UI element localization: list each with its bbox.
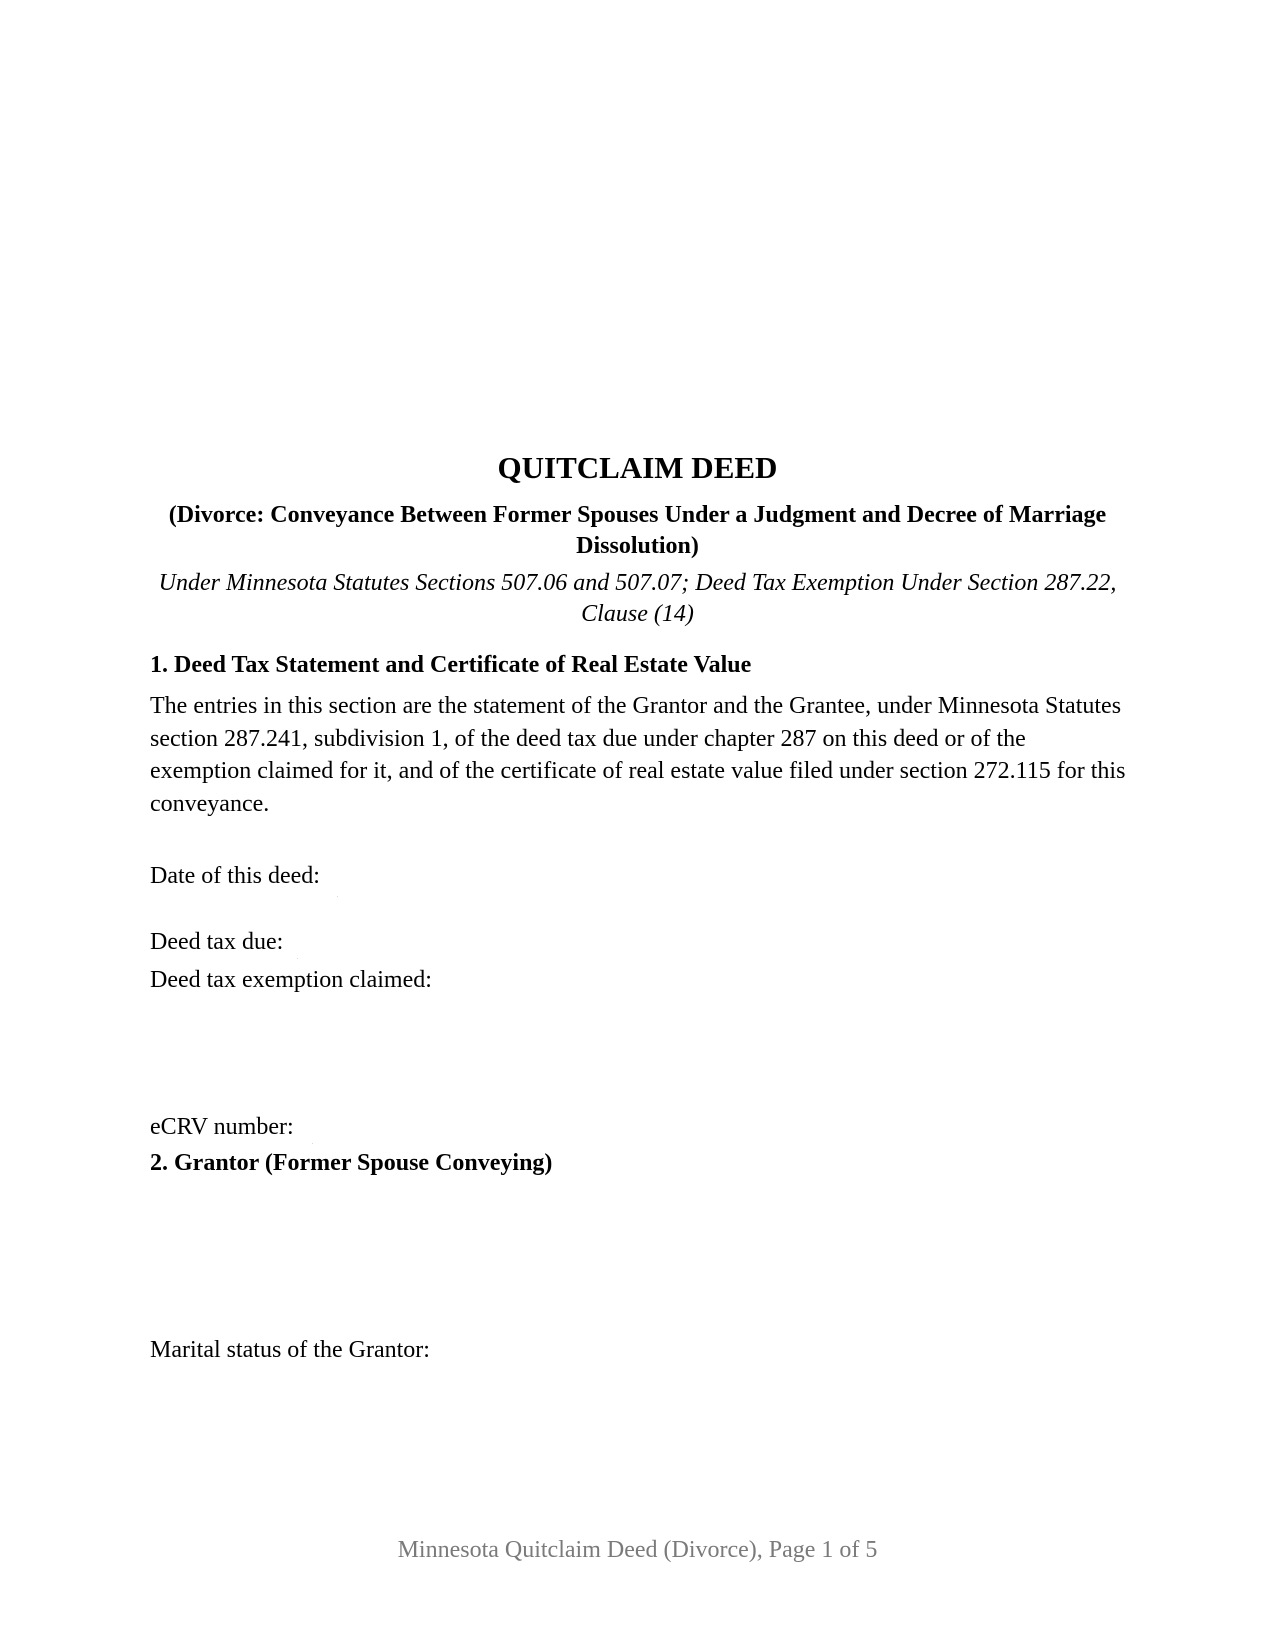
document-subtitle: (Divorce: Conveyance Between Former Spouses Under a Judgment and Decree of Marriage Dissolution) <box>168 502 1107 559</box>
date-of-deed-label: Date of this deed: <box>150 863 320 889</box>
page-footer: Minnesota Quitclaim Deed (Divorce), Page 1 of 5 <box>397 1537 878 1563</box>
date-of-deed-field[interactable] <box>337 896 338 897</box>
deed-tax-due-field[interactable] <box>297 958 298 959</box>
statute-reference: Under Minnesota Statutes Sections 507.06 and 507.07; Deed Tax Exemption Under Section 287.22, Clause (14) <box>158 570 1117 627</box>
ecrv-number-field[interactable] <box>312 1143 313 1144</box>
deed-tax-exemption-label: Deed tax exemption claimed: <box>150 967 432 993</box>
document-title: QUITCLAIM DEED <box>497 450 778 485</box>
section-1-paragraph: The entries in this section are the statement of the Grantor and the Grantee, under Minnesota Statutes section 287.241, subdivision 1, of the deed tax due under chapter 287 on this deed or of the exemption claimed for it, and of the certificate of real estate value filed under section 272.115 for this conveyance. <box>150 693 1126 817</box>
section-1-heading: 1. Deed Tax Statement and Certificate of Real Estate Value <box>150 652 752 678</box>
grantor-marital-status-label: Marital status of the Grantor: <box>150 1337 430 1363</box>
ecrv-number-label: eCRV number: <box>150 1114 294 1140</box>
section-2-heading: 2. Grantor (Former Spouse Conveying) <box>150 1150 553 1176</box>
deed-tax-due-label: Deed tax due: <box>150 929 284 955</box>
